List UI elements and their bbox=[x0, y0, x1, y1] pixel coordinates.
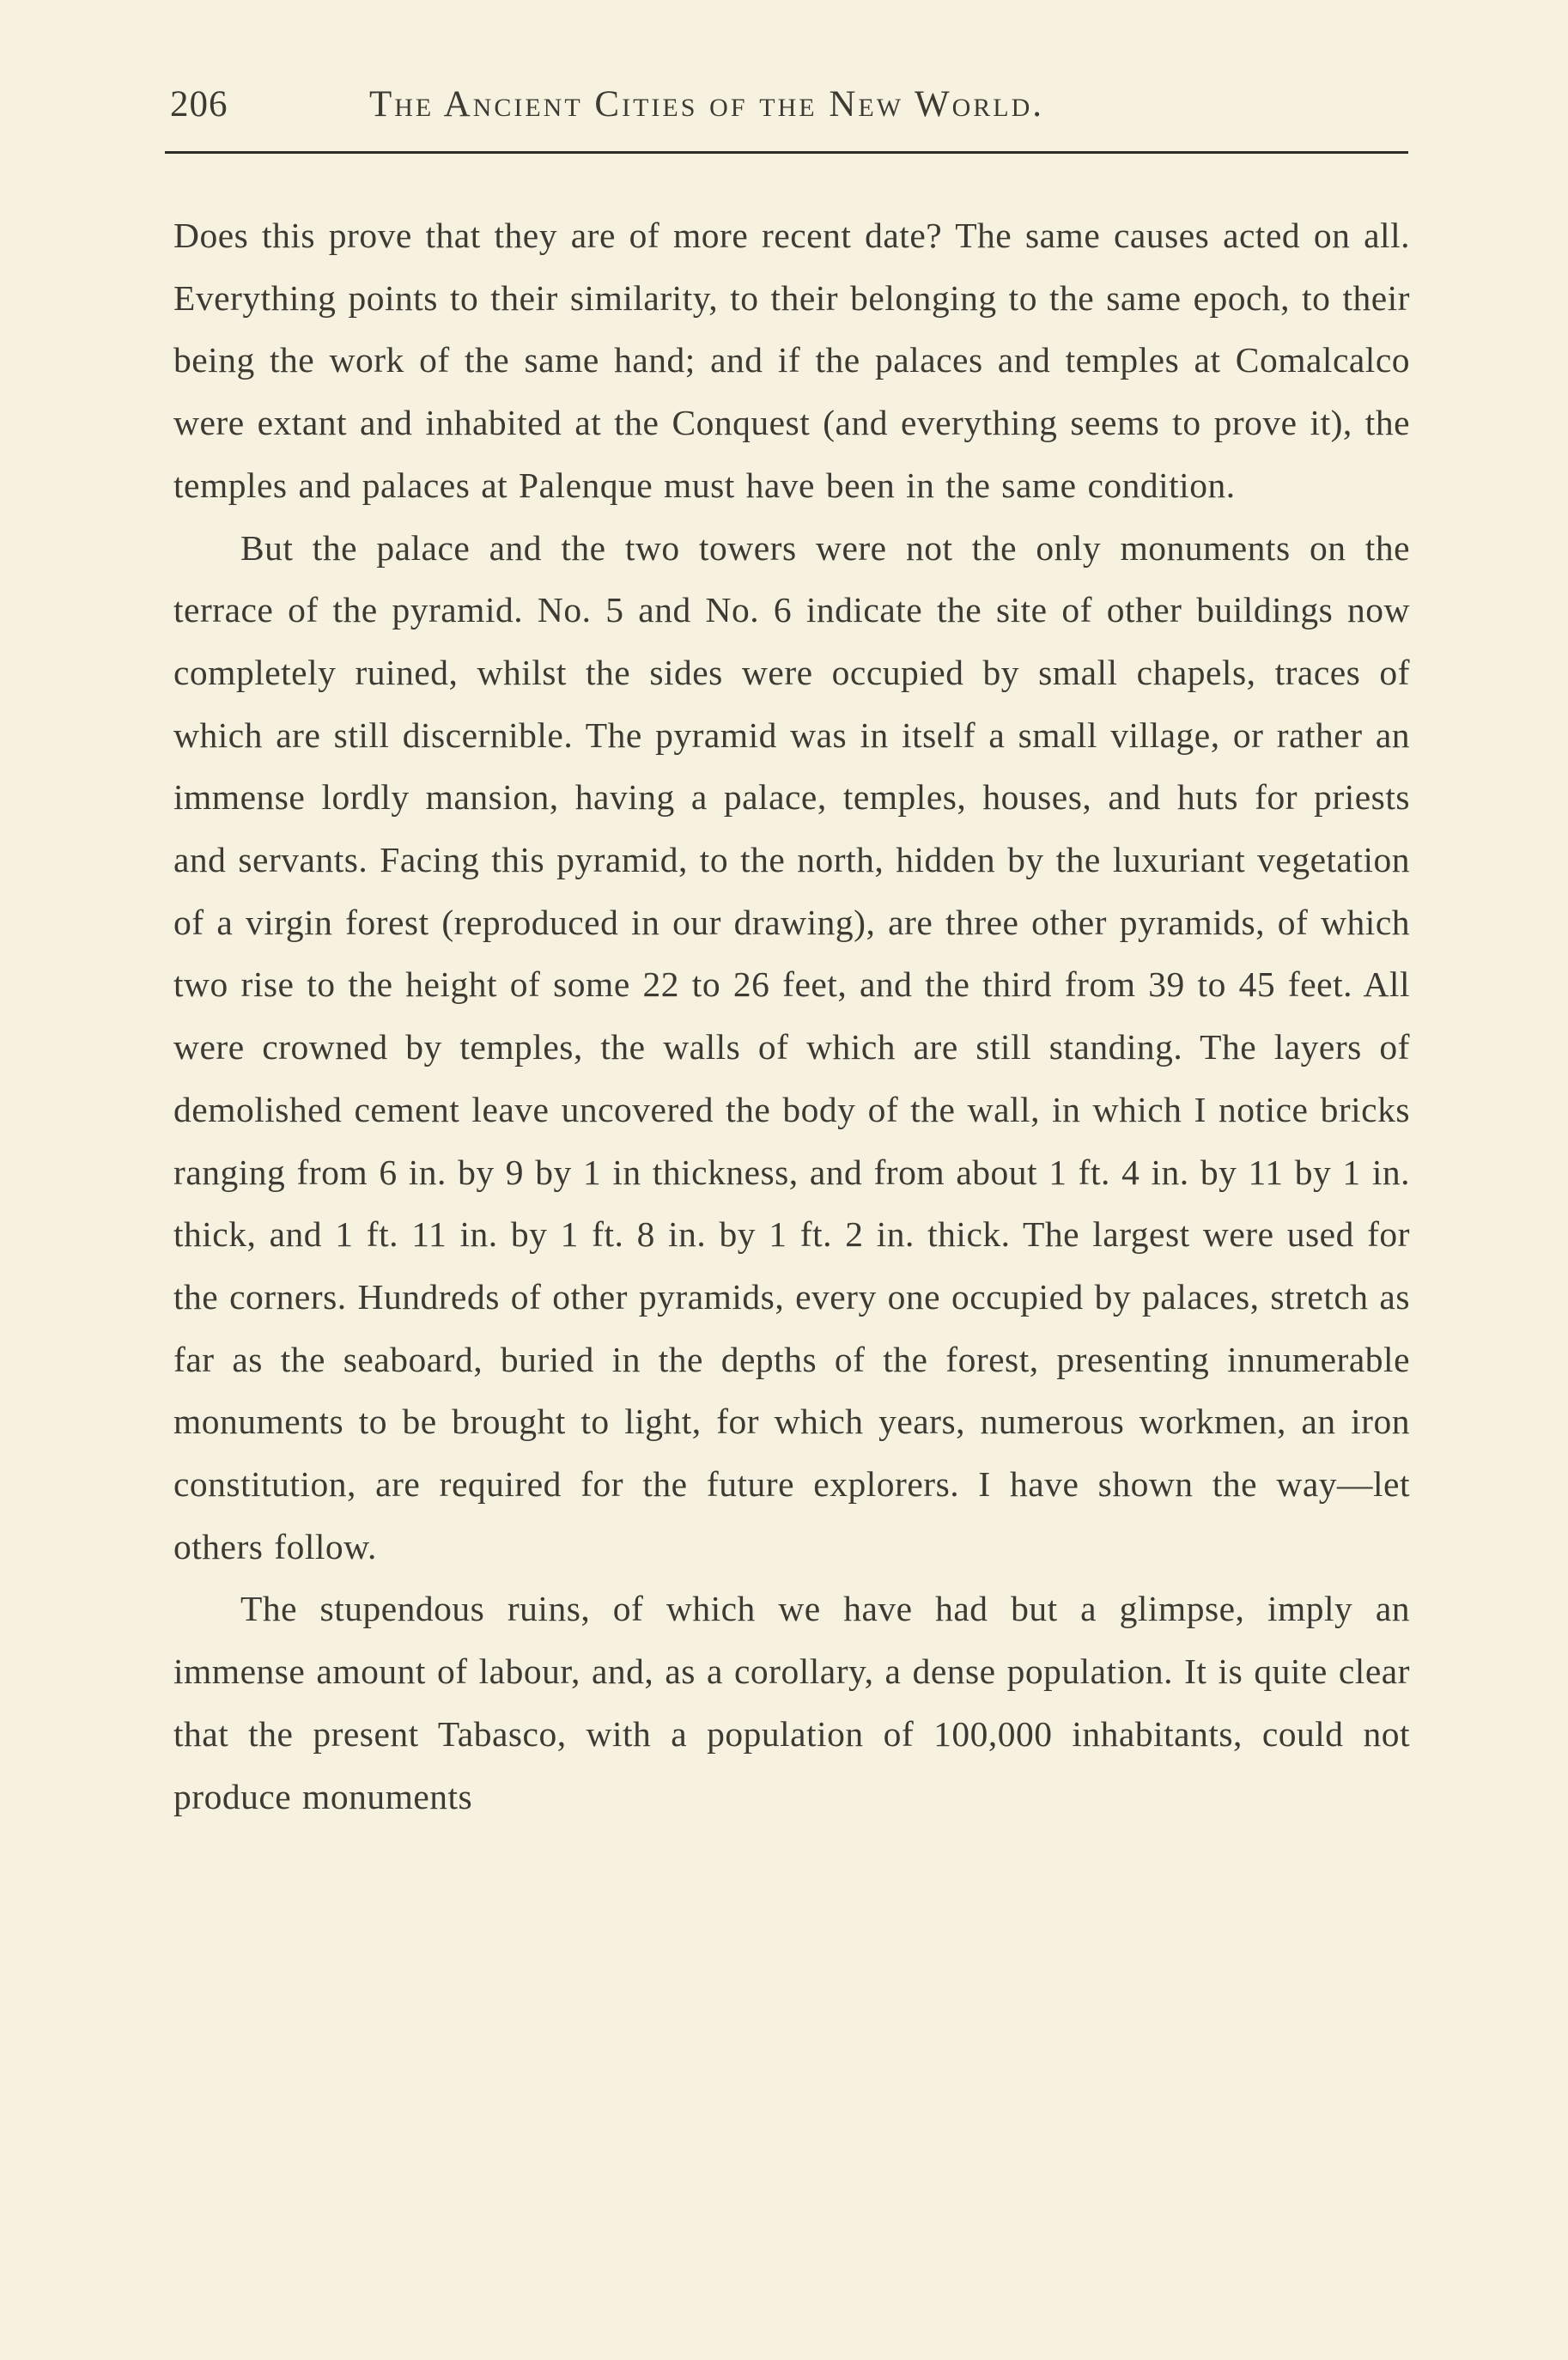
running-title: The Ancient Cities of the New World. bbox=[369, 84, 1044, 125]
page-number: 206 bbox=[170, 84, 228, 125]
header-rule bbox=[165, 151, 1408, 154]
paragraph-3: The stupendous ruins, of which we have had but a glimpse, imply an immense amount of labour, and, as a corollary, a dense population. It is quite clear that the present Tabasco, with a population of 100,000 inhabitants, could not produce monuments bbox=[173, 1589, 1410, 1816]
paragraph-2: But the palace and the two towers were not the only monuments on the terrace of the pyramid. No. 5 and No. 6 indicate the site of other buildings now completely ruined, whilst the sides were occupied by small chapels, traces of which are still discernible. The pyramid was in itself a small village, or rather an immense lordly mansion, having a palace, temples, houses, and huts for priests and servants. Facing this pyramid, to the north, hidden by the luxuriant vegetation of a virgin forest (reproduced in our drawing), are three other pyramids, of which two rise to the height of some 22 to 26 feet, and the third from 39 to 45 feet. All were crowned by temples, the walls of which are still standing. The layers of demolished cement leave uncovered the body of the wall, in which I notice bricks ranging from 6 in. by 9 by 1 in thickness, and from about 1 ft. 4 in. by 11 by 1 in. thick, and 1 ft. 11 in. by 1 ft. 8 in. by 1 ft. 2 in. thick. The largest were used for the corners. Hundreds of other pyramids, every one occupied by palaces, stretch as far as the seaboard, buried in the depths of the forest, presenting innumerable monuments to be brought to light, for which years, numerous workmen, an iron constitution, are required for the future explorers. I have shown the way—let others follow. bbox=[173, 527, 1410, 1566]
running-head bbox=[170, 79, 1407, 131]
paragraph-1: Does this prove that they are of more recent date? The same causes acted on all. Everything points to their similarity, to their belonging to the same epoch, to their being the work of the same hand; and if the palaces and temples at Comalcalco were extant and inhabited at the Conquest (and everything seems to prove it), the temples and palaces at Palenque must have been in the same condition. bbox=[173, 216, 1410, 505]
body-text bbox=[173, 204, 1410, 1828]
